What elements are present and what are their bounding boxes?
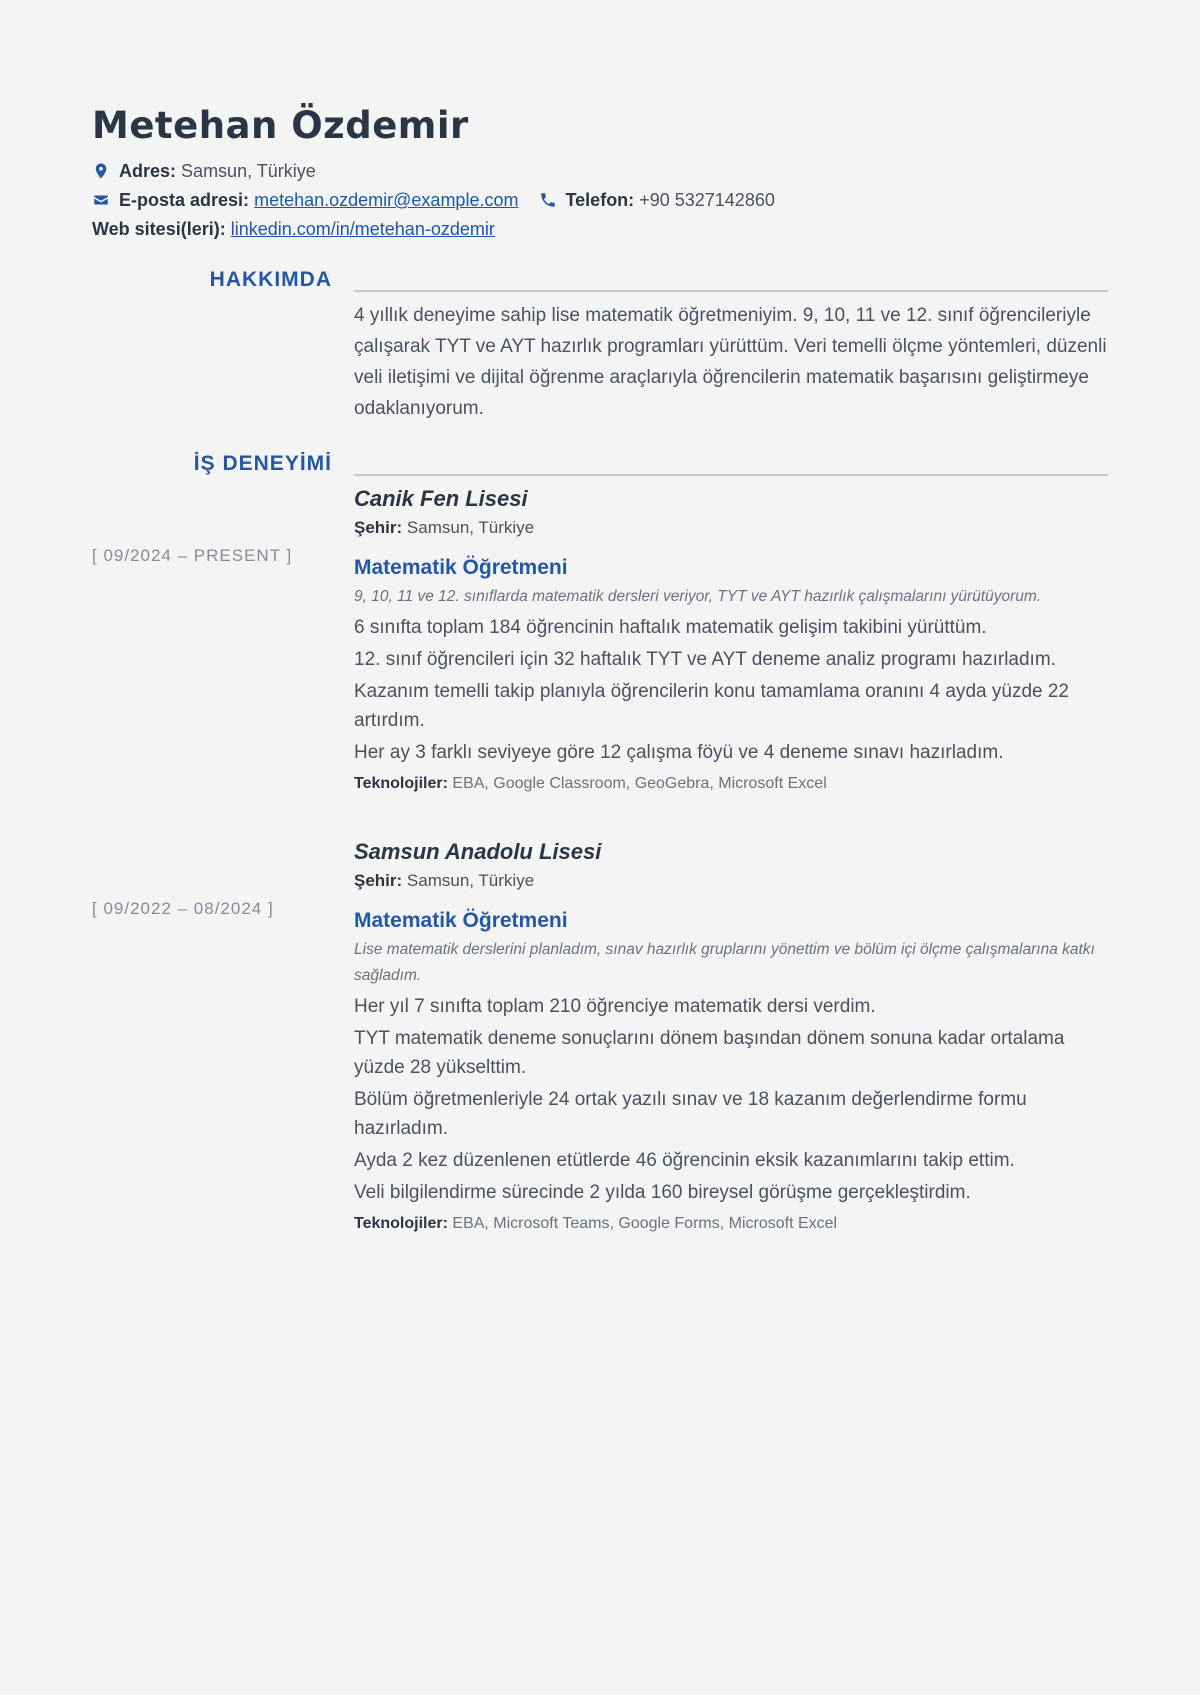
email-phone-line xyxy=(92,186,1108,215)
website-line xyxy=(92,215,1108,244)
tech-label: Teknolojiler: xyxy=(354,1215,448,1232)
experience-list xyxy=(92,478,1108,1235)
city-label: Şehir: xyxy=(354,871,403,890)
job-entry xyxy=(92,831,1108,1235)
section-divider xyxy=(354,290,1108,292)
job-city-line xyxy=(354,867,1108,895)
about-section-title: HAKKIMDA xyxy=(209,268,332,291)
experience-section xyxy=(92,450,1108,478)
job-bullet: Veli bilgilendirme sürecinde 2 yılda 160 bireysel görüşme gerçekleştirdim. xyxy=(354,1182,971,1203)
job-date: [ 09/2024 – PRESENT ] xyxy=(92,546,293,565)
section-divider xyxy=(354,474,1108,476)
website-link[interactable]: linkedin.com/in/metehan-ozdemir xyxy=(230,219,495,239)
tech-list: EBA, Microsoft Teams, Google Forms, Microsoft Excel xyxy=(452,1215,838,1232)
job-bullet: Her ay 3 farklı seviyeye göre 12 çalışma föyü ve 4 deneme sınavı hazırladım. xyxy=(354,742,1004,763)
job-bullet: Kazanım temelli takip planıyla öğrencilerin konu tamamlama oranını 4 ayda yüzde 22 artırdım. xyxy=(354,681,1069,731)
job-role: Matematik Öğretmeni xyxy=(354,909,568,932)
tech-list: EBA, Google Classroom, GeoGebra, Microsoft Excel xyxy=(452,775,827,792)
job-role: Matematik Öğretmeni xyxy=(354,556,568,579)
tech-label: Teknolojiler: xyxy=(354,775,448,792)
job-date: [ 09/2022 – 08/2024 ] xyxy=(92,899,274,918)
website-label: Web sitesi(leri): xyxy=(92,219,226,239)
job-bullet: Her yıl 7 sınıfta toplam 210 öğrenciye matematik dersi verdim. xyxy=(354,996,876,1017)
job-technologies xyxy=(354,773,1108,795)
job-company: Samsun Anadolu Lisesi xyxy=(354,839,602,864)
about-text: 4 yıllık deneyime sahip lise matematik öğretmeniyim. 9, 10, 11 ve 12. sınıf öğrencileriyle çalışarak TYT ve AYT hazırlık programları yürüttüm. Veri temelli ölçme yöntemleri, düzenli veli iletişimi ve dijital öğrenme araçlarıyla öğrencilerin matematik başarısını geliştirmeye odaklanıyorum. xyxy=(354,305,1107,419)
city-label: Şehir: xyxy=(354,518,403,537)
job-city-line xyxy=(354,514,1108,542)
email-label: E-posta adresi: xyxy=(119,190,250,210)
job-city: Samsun, Türkiye xyxy=(406,871,535,890)
phone-icon xyxy=(539,191,557,209)
job-city: Samsun, Türkiye xyxy=(406,518,535,537)
job-company: Canik Fen Lisesi xyxy=(354,486,528,511)
phone-value: +90 5327142860 xyxy=(639,190,775,210)
job-description: Lise matematik derslerini planladım, sınav hazırlık gruplarını yönettim ve bölüm içi ölçme çalışmalarına katkı sağladım. xyxy=(354,941,1095,984)
job-bullet: TYT matematik deneme sonuçlarını dönem başından dönem sonuna kadar ortalama yüzde 28 yükselttim. xyxy=(354,1028,1065,1078)
job-technologies xyxy=(354,1213,1108,1235)
job-bullet: 6 sınıfta toplam 184 öğrencinin haftalık matematik gelişim takibini yürüttüm. xyxy=(354,617,987,638)
envelope-icon xyxy=(92,191,110,209)
job-bullet: 12. sınıf öğrencileri için 32 haftalık TYT ve AYT deneme analiz programı hazırladım. xyxy=(354,649,1056,670)
job-bullet: Bölüm öğretmenleriyle 24 ortak yazılı sınav ve 18 kazanım değerlendirme formu hazırladım. xyxy=(354,1089,1027,1139)
map-pin-icon xyxy=(92,162,110,180)
email-link[interactable]: metehan.ozdemir@example.com xyxy=(254,190,519,210)
job-bullet: Ayda 2 kez düzenlenen etütlerde 46 öğrencinin eksik kazanımlarını takip ettim. xyxy=(354,1150,1015,1171)
address-line xyxy=(92,157,1108,186)
about-section xyxy=(92,266,1108,424)
address-label: Adres: xyxy=(119,161,177,181)
address-value: Samsun, Türkiye xyxy=(181,161,316,181)
job-description: 9, 10, 11 ve 12. sınıflarda matematik dersleri veriyor, TYT ve AYT hazırlık çalışmalarını yürütüyorum. xyxy=(354,588,1042,605)
experience-section-title: İŞ DENEYİMİ xyxy=(193,452,332,475)
phone-label: Telefon: xyxy=(565,190,635,210)
job-entry xyxy=(92,478,1108,795)
candidate-name: Metehan Özdemir xyxy=(92,104,469,147)
